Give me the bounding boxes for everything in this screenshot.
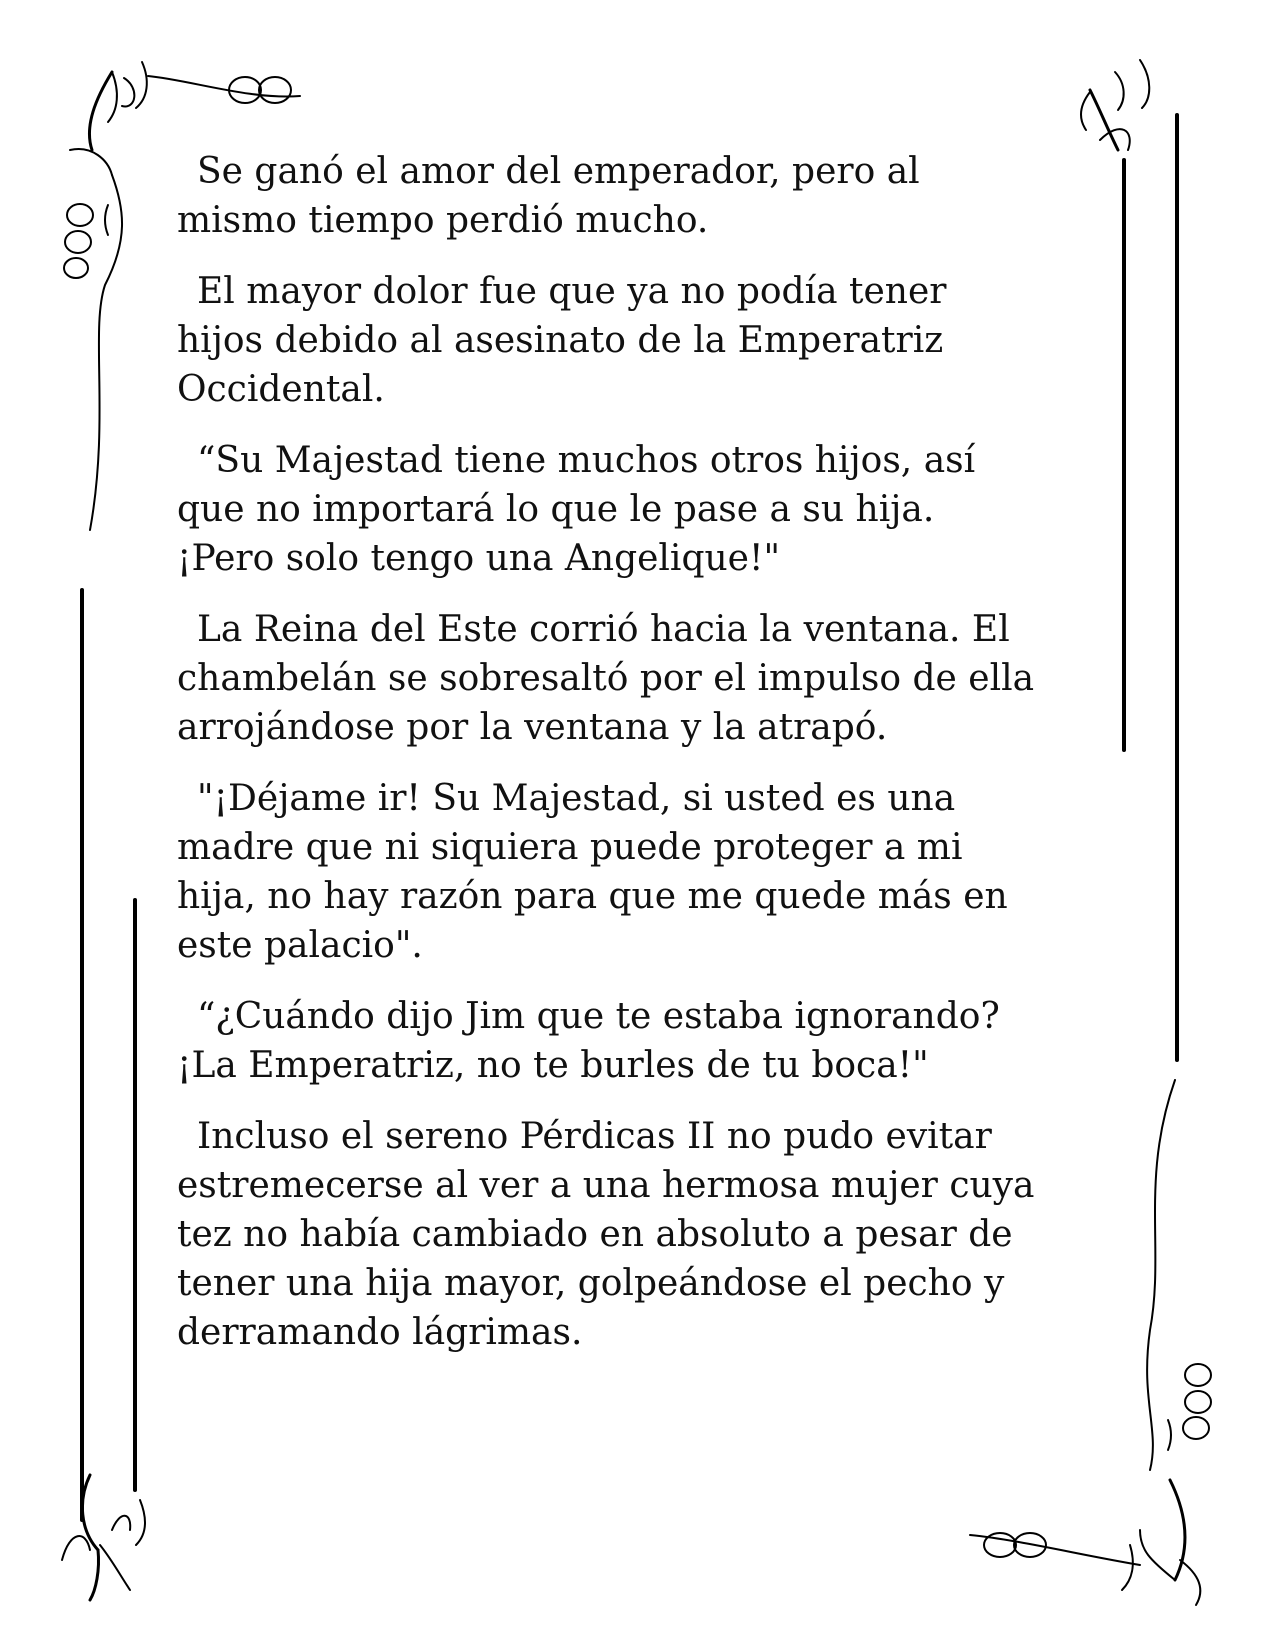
paragraph-7: Incluso el sereno Pérdicas II no pudo evitar estremecerse al ver a una hermosa mujer cuya tez no había cambiado en absoluto a pesar de tener una hija mayor, golpeándose el pecho y derramando lágrimas. bbox=[177, 1116, 1035, 1353]
page-body bbox=[177, 147, 1077, 1379]
paragraph-5: "¡Déjame ir! Su Majestad, si usted es una madre que ni siquiera puede proteger a mi hija, no hay razón para que me quede más en este palacio". bbox=[177, 778, 1008, 966]
top-right-flourish-icon bbox=[1081, 60, 1149, 150]
paragraph-3: “Su Majestad tiene muchos otros hijos, así que no importará lo que le pase a su hija. ¡Pero solo tengo una Angelique!" bbox=[177, 440, 976, 579]
paragraph-2: El mayor dolor fue que ya no podía tener hijos debido al asesinato de la Emperatriz Occidental. bbox=[177, 271, 947, 410]
bottom-left-flourish-icon bbox=[62, 1475, 145, 1600]
paragraph-1: Se ganó el amor del emperador, pero al mismo tiempo perdió mucho. bbox=[177, 151, 920, 241]
paragraph-6: “¿Cuándo dijo Jim que te estaba ignorando? ¡La Emperatriz, no te burles de tu boca!" bbox=[177, 996, 1000, 1086]
paragraph-4: La Reina del Este corrió hacia la ventana. El chambelán se sobresaltó por el impulso de ella arrojándose por la ventana y la atrapó. bbox=[177, 609, 1035, 748]
